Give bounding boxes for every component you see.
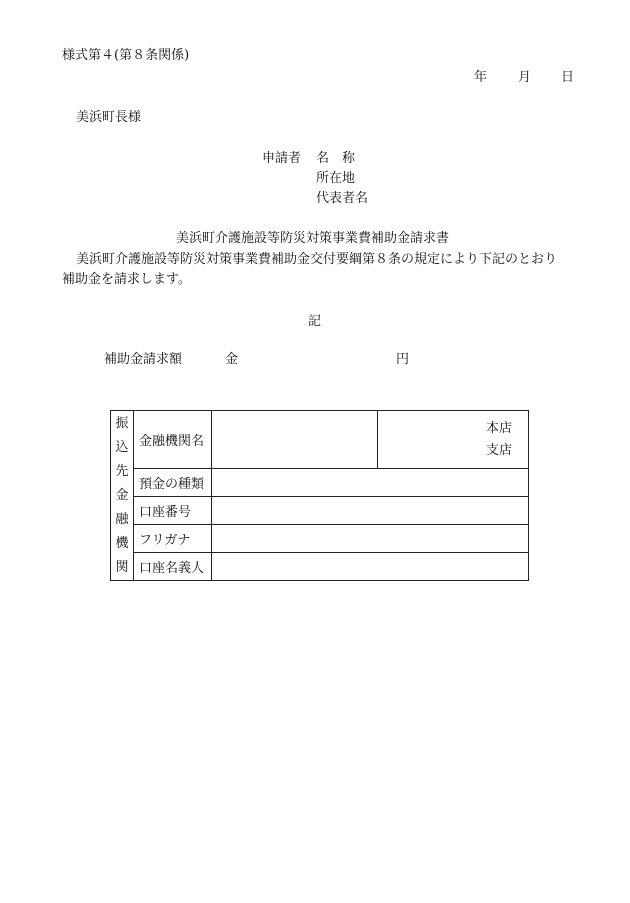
applicant-name-label: 名 称 (316, 151, 356, 166)
amount-prefix: 金 (225, 352, 239, 367)
account-holder-label: 口座名義人 (134, 553, 212, 581)
deposit-type-label: 預金の種類 (134, 469, 212, 497)
applicant-address-label: 所在地 (316, 171, 356, 186)
furigana-label: フリガナ (134, 525, 212, 553)
transfer-destination-label (111, 411, 134, 581)
body-text-line2: 補助金を請求します。 (62, 272, 191, 287)
account-number-field (212, 497, 529, 525)
side-label-char: 機 (115, 535, 129, 551)
date-line (474, 70, 574, 86)
addressee: 美浜町長様 (76, 110, 142, 125)
side-label-char: 融 (115, 511, 129, 527)
branch-office-label: 支店 (485, 442, 512, 458)
document-title: 美浜町介護施設等防災対策事業費補助金請求書 (176, 231, 450, 246)
ki-heading: 記 (308, 314, 322, 329)
date-day-label: 日 (561, 70, 575, 85)
bank-name-label: 金融機関名 (134, 411, 212, 469)
amount-unit: 円 (396, 352, 410, 367)
side-label-char: 先 (115, 463, 129, 479)
table-row (111, 469, 529, 497)
side-label-char: 関 (115, 559, 129, 575)
side-label-char: 振 (115, 415, 129, 431)
deposit-type-field (212, 469, 529, 497)
account-holder-field (212, 553, 529, 581)
side-label-char: 金 (115, 487, 129, 503)
amount-label: 補助金請求額 (104, 352, 183, 367)
applicant-label: 申請者 (262, 151, 302, 166)
furigana-field (212, 525, 529, 553)
date-month-label: 月 (518, 70, 532, 85)
bank-account-table (110, 410, 529, 581)
bank-name-field (212, 411, 378, 469)
table-row (111, 497, 529, 525)
account-number-label: 口座番号 (134, 497, 212, 525)
form-number: 様式第４(第８条関係) (62, 48, 190, 63)
date-year-label: 年 (474, 70, 488, 85)
head-office-label: 本店 (485, 420, 512, 436)
body-text-line1: 美浜町介護施設等防災対策事業費補助金交付要綱第８条の規定により下記のとおり (76, 252, 558, 267)
table-row (111, 553, 529, 581)
table-row (111, 525, 529, 553)
applicant-representative-label: 代表者名 (316, 191, 369, 206)
table-row (111, 411, 529, 469)
side-label-char: 込 (115, 439, 129, 455)
branch-type-cell (378, 411, 529, 469)
